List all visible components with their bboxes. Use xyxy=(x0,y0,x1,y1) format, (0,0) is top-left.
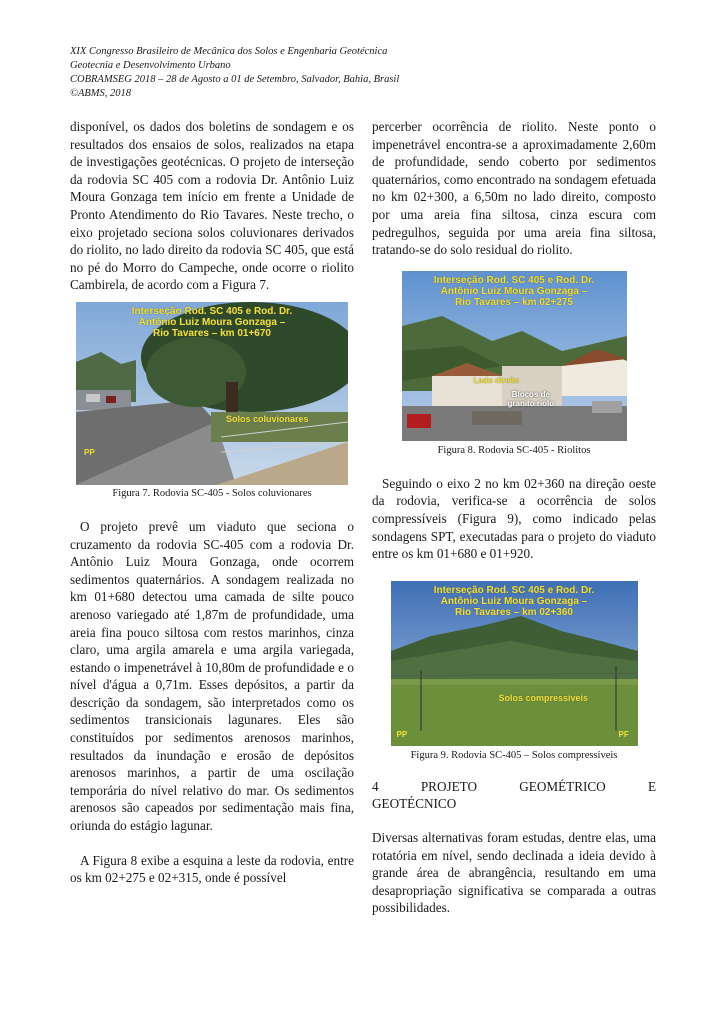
figure-8-overlay-title: Interseção Rod. SC 405 e Rod. Dr. Antônio Luiz Moura Gonzaga – Rio Tavares – km 02+275 xyxy=(433,274,595,308)
figure-7-caption: Figura 7. Rodovia SC-405 - Solos coluvionares xyxy=(112,487,312,499)
figure-7-soil-label: Solos coluvionares xyxy=(226,413,309,424)
paragraph: Seguindo o eixo 2 no km 02+360 na direção oeste da rodovia, verifica-se a ocorrência de solos compressíveis (Figura 9), como indicado pelas sondagens SPT, executadas para o projeto do viaduto entre os km 01+680 e 01+920. xyxy=(372,475,656,562)
running-header xyxy=(70,45,670,101)
figure-7-pp-label: PP xyxy=(84,447,95,457)
figure-7-overlay-title: Interseção Rod. SC 405 e Rod. Dr. Antônio Luiz Moura Gonzaga – Rio Tavares – km 01+670 xyxy=(131,305,293,339)
section-heading-word: GEOMÉTRICO xyxy=(519,778,606,794)
figure-9-caption: Figura 9. Rodovia SC-405 – Solos compressíveis xyxy=(410,749,618,761)
paragraph: A Figura 8 exibe a esquina a leste da rodovia, entre os km 02+275 e 02+315, onde é possível xyxy=(70,852,354,886)
header-line-theme: Geotecnia e Desenvolvimento Urbano xyxy=(70,60,231,71)
figure-9-overlay-title: Interseção Rod. SC 405 e Rod. Dr. Antônio Luiz Moura Gonzaga – Rio Tavares – km 02+360 xyxy=(433,584,595,618)
paragraph: O projeto prevê um viaduto que seciona o cruzamento da rodovia SC-405 com a rodovia Dr. Antônio Luiz Moura Gonzaga, onde ocorrem sedimentos quaternários. A sondagem realizada no km 01+680 detectou uma camada de silte pouco arenoso variegado até 1,87m de profundidade, uma areia fina pouco siltosa com restos marinhos, cinza claro, uma argila amarela e uma argila variegada, estando o impenetrável à 10,80m de profundidade e o nível d'água a 0,71m. Esses depósitos, a partir da descrição da sondagem, são interpretados como os sedimentos transicionais lagunares. Eles são constituídos por sedimentos arenosos marinhos, resultados da inundação e erosão de depósitos arenosos marinhos, a partir de uma oscilação temporária do nível relativo do mar. Os sedimentos arenosos são capeados por sedimentação mais fina, oriunda do estágio lagunar. xyxy=(70,518,354,834)
section-heading xyxy=(372,778,656,796)
right-column xyxy=(372,118,656,917)
paragraph: disponível, os dados dos boletins de sondagem e os resultados dos ensaios de solos, realizados na etapa de investigações geotécnicas. O projeto de interseção da rodovia SC 405 com a rodovia Dr. Antônio Luiz Moura Gonzaga tem início em frente a Unidade de Pronto Atendimento do Rio Tavares. Neste trecho, o eixo projetado seciona solos coluvionares derivados do riolito, no lado direito da rodovia SC 405, que está no pé do Morro do Campeche, onde ocorre o riolito Cambirela, de acordo com a Figura 7. xyxy=(70,119,354,293)
header-line-copyright: ©ABMS, 2018 xyxy=(70,88,132,99)
paragraph: Diversas alternativas foram estudas, dentre elas, uma rotatória em nível, sendo declinada a ideia devido à grande área de abrangência, resultando em uma desapropriação significativa se comparada a outras possibilidades. xyxy=(372,829,656,916)
figure-9 xyxy=(391,581,638,746)
section-heading-word: E xyxy=(647,778,656,794)
figure-8-blocks-label: Blocos de granito riolo xyxy=(507,389,555,408)
header-line-congress: XIX Congresso Brasileiro de Mecânica dos Solos e Engenharia Geotécnica xyxy=(70,46,388,57)
figure-9-soil-label: Solos compressíveis xyxy=(498,692,589,703)
section-heading-line2: GEOTÉCNICO xyxy=(372,796,457,812)
header-line-event: COBRAMSEG 2018 – 28 de Agosto a 01 de Setembro, Salvador, Bahia, Brasil xyxy=(70,74,400,85)
figure-9-pf-label: PF xyxy=(618,729,629,739)
paragraph: percerber ocorrência de riolito. Neste ponto o impenetrável encontra-se a aproximadamente 2,60m de profundidade, sendo coberto por sedimentos quaternários, como encontrado na sondagem efetuada no km 02+300, a 6,50m no lado direito, composto por uma areia fina siltosa, cinza escura com pedregulhos, seguida por uma areia fina siltosa, tratando-se do solo residual do riolito. xyxy=(372,119,656,258)
figure-8 xyxy=(402,271,627,441)
figure-8-side-label: Lado direito xyxy=(473,375,520,385)
figure-9-pp-label: PP xyxy=(396,729,408,739)
left-column xyxy=(70,118,354,887)
figure-7 xyxy=(76,302,348,485)
figure-8-caption: Figura 8. Rodovia SC-405 - Riolitos xyxy=(437,444,591,456)
section-number: 4 xyxy=(372,778,379,794)
section-heading-word: PROJETO xyxy=(420,778,478,794)
